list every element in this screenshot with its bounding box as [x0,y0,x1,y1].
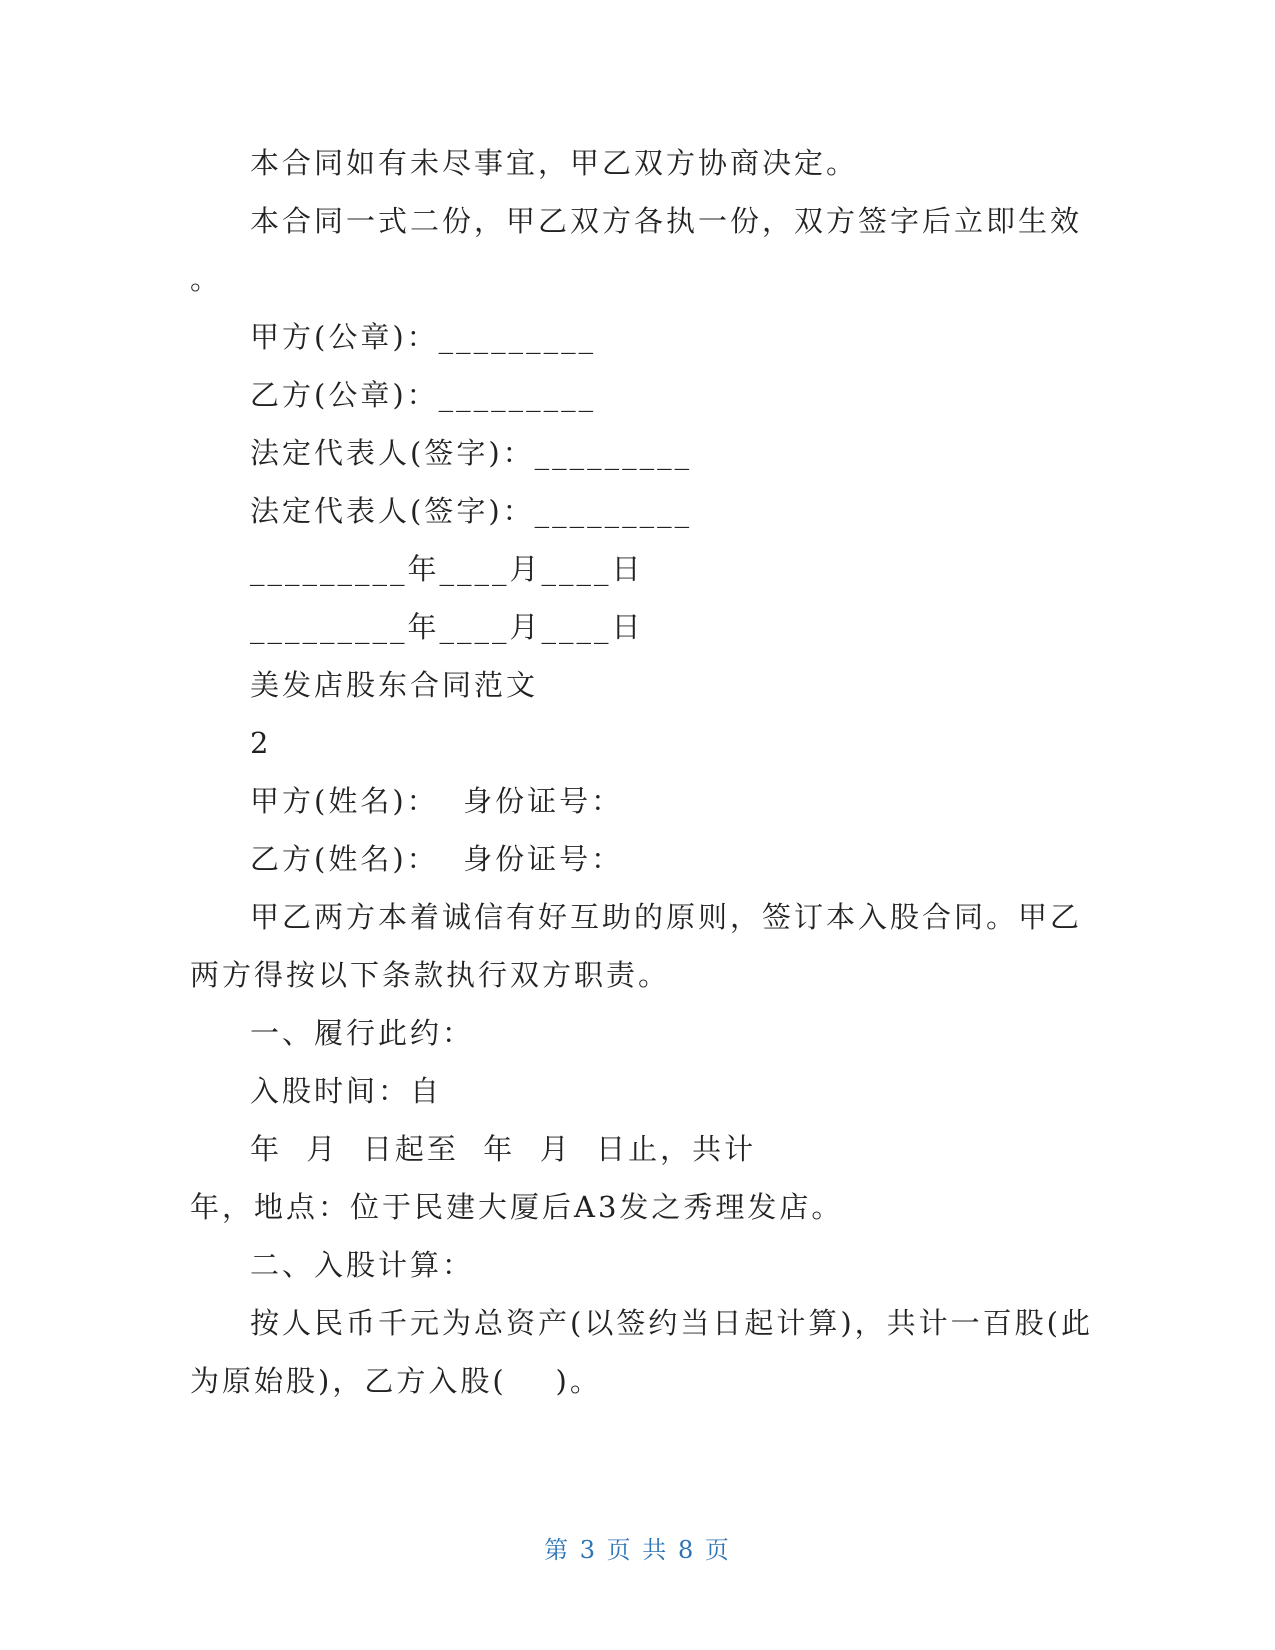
text-line: 2 [250,726,272,760]
text-line: 按人民币千元为总资产(以签约当日起计算)，共计一百股(此 [250,1306,1093,1340]
page-number-footer: 第 3 页 共 8 页 [544,1536,731,1564]
text-line: 美发店股东合同范文 [250,668,539,702]
text-line: 乙方(公章)：_________ [250,378,597,412]
text-line: _________年____月____日 [250,552,644,586]
text-line: 为原始股)，乙方入股( )。 [190,1364,602,1398]
text-line: 年 月 日起至 年 月 日止，共计 [250,1132,757,1166]
text-line: 乙方(姓名)： 身份证号： [250,842,624,876]
text-line: 本合同如有未尽事宜，甲乙双方协商决定。 [250,146,859,180]
text-line: 入股时间：自 [250,1074,443,1108]
text-line: 甲方(公章)：_________ [250,320,597,354]
text-line: 年，地点：位于民建大厦后A3发之秀理发店。 [190,1190,844,1224]
text-line: 两方得按以下条款执行双方职责。 [190,958,671,992]
text-line: _________年____月____日 [250,610,644,644]
text-line: 一、履行此约： [250,1016,475,1050]
text-line: 甲乙两方本着诚信有好互助的原则，签订本入股合同。甲乙 [250,900,1083,934]
text-line: 甲方(姓名)： 身份证号： [250,784,624,818]
text-line: 法定代表人(签字)：_________ [250,494,693,528]
text-line: 。 [190,262,223,296]
text-line: 二、入股计算： [250,1248,475,1282]
text-line: 法定代表人(签字)：_________ [250,436,693,470]
text-line: 本合同一式二份，甲乙双方各执一份，双方签字后立即生效 [250,204,1083,238]
